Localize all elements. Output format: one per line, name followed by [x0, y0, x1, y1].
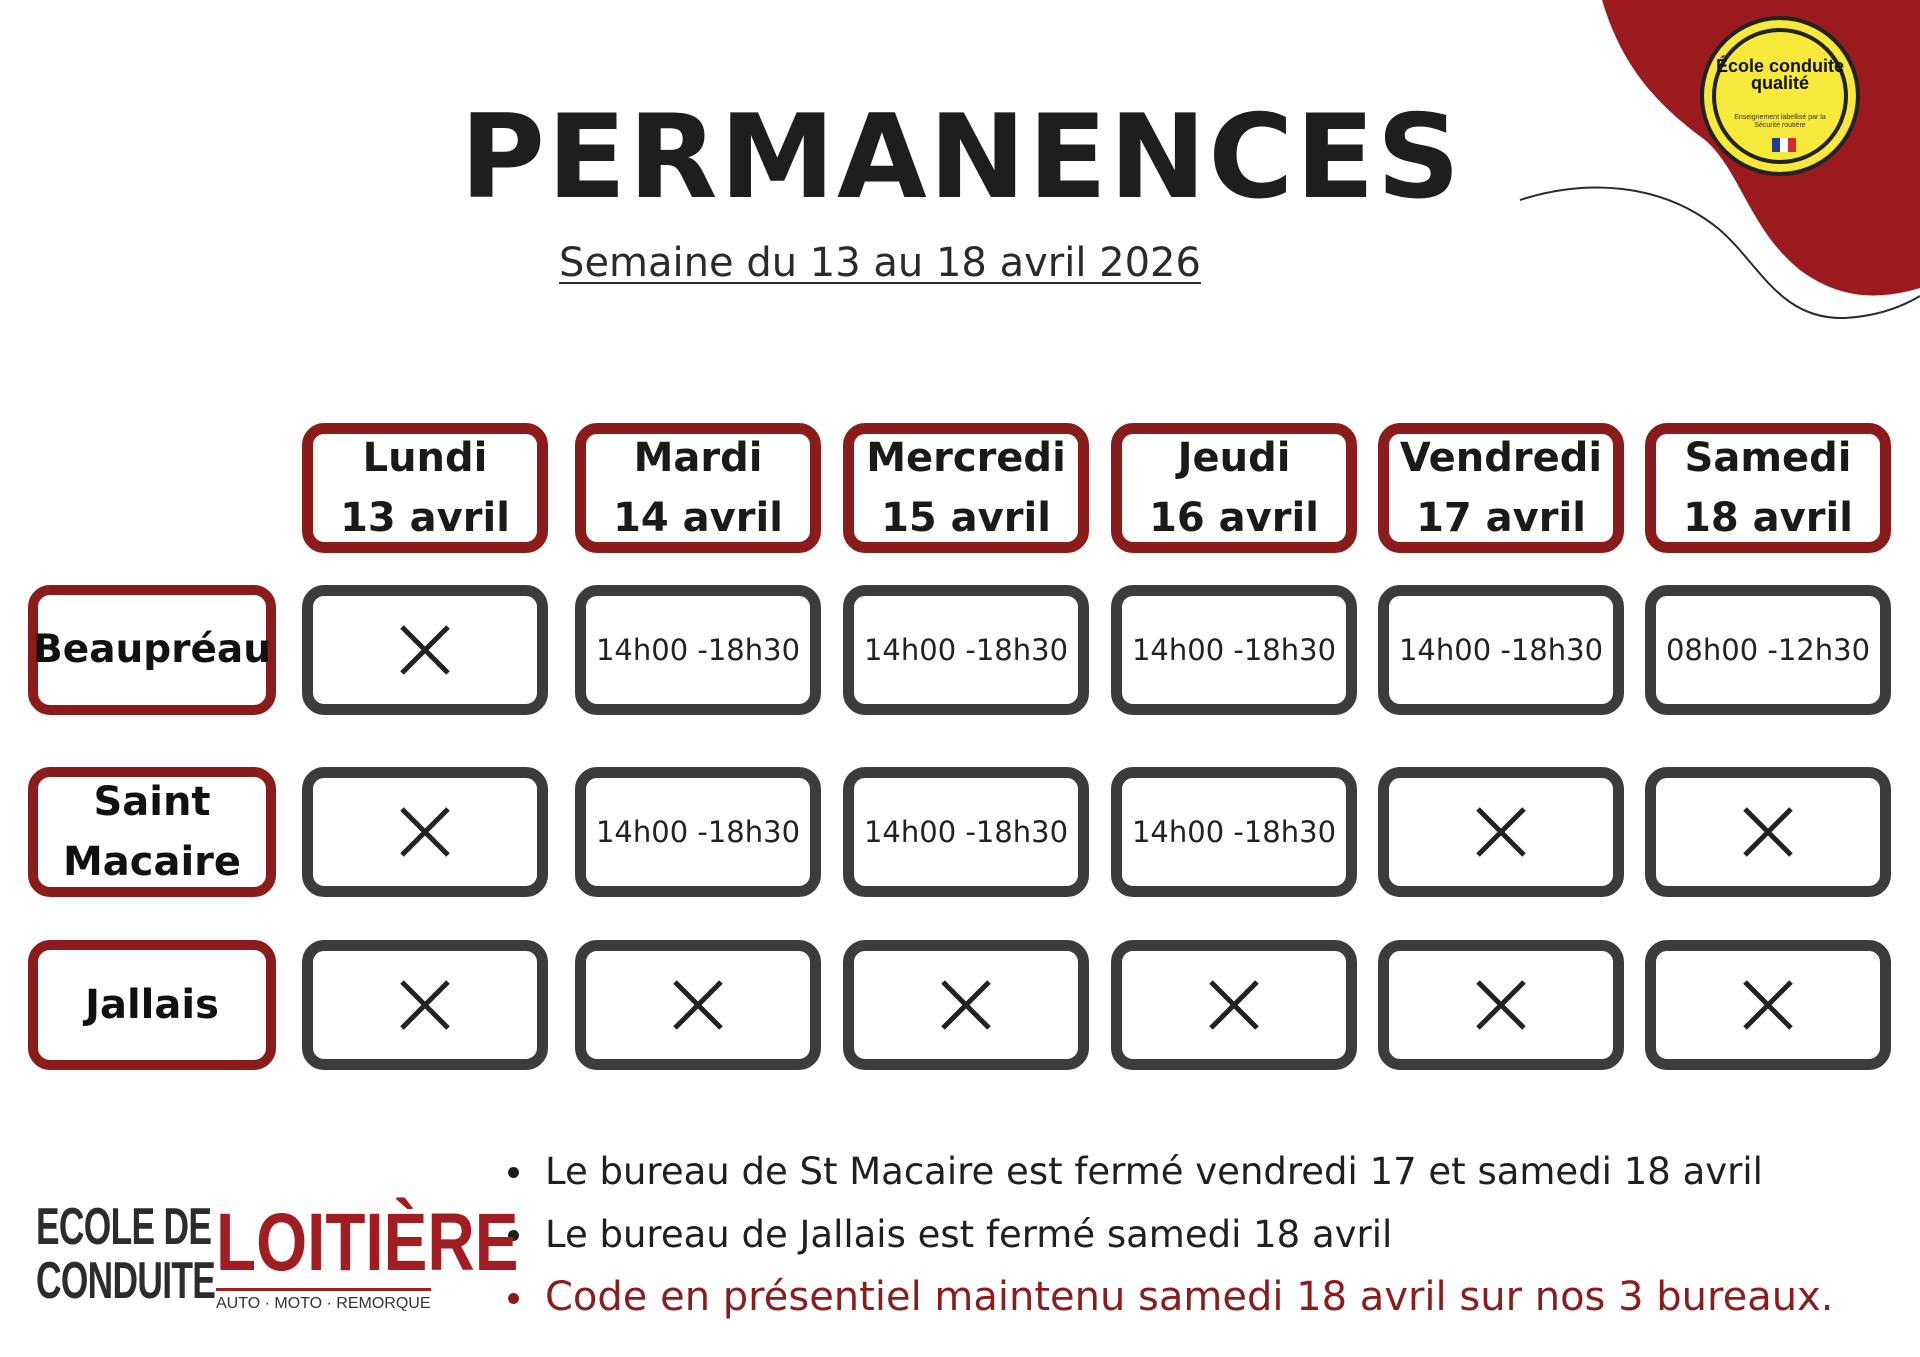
quality-label-badge — [1700, 16, 1860, 176]
notes-list — [500, 1140, 1900, 1329]
schedule-cell-closed — [1111, 940, 1357, 1070]
schedule-cell — [843, 585, 1089, 715]
day-name: Lundi — [362, 435, 488, 481]
note-item — [500, 1140, 1900, 1203]
logo-name: LOITIÈRE — [216, 1197, 519, 1288]
schedule-cell — [843, 767, 1089, 897]
badge-title: École conduite qualité — [1715, 56, 1845, 93]
opening-hours: 14h00 -18h30 — [1131, 815, 1337, 849]
cross-icon — [1207, 978, 1261, 1032]
day-name: Mercredi — [866, 435, 1066, 481]
opening-hours: 08h00 -12h30 — [1665, 633, 1871, 667]
schedule-cell-closed — [843, 940, 1089, 1070]
logo-text-left — [36, 1200, 215, 1308]
day-date: 14 avril — [613, 495, 783, 541]
opening-hours: 14h00 -18h30 — [863, 815, 1069, 849]
day-header-mardi — [575, 423, 821, 553]
schedule-cell-closed — [1378, 767, 1624, 897]
cross-icon — [398, 623, 452, 677]
cross-icon — [671, 978, 725, 1032]
opening-hours: 14h00 -18h30 — [863, 633, 1069, 667]
note-item — [500, 1203, 1900, 1266]
opening-hours: 14h00 -18h30 — [1131, 633, 1337, 667]
page-title: PERMANENCES — [460, 90, 1463, 225]
day-name: Samedi — [1684, 435, 1852, 481]
day-date: 15 avril — [881, 495, 1051, 541]
opening-hours: 14h00 -18h30 — [595, 633, 801, 667]
opening-hours: 14h00 -18h30 — [595, 815, 801, 849]
note-text: Le bureau de Jallais est fermé samedi 18 avril — [545, 1213, 1393, 1256]
cross-icon — [1741, 805, 1795, 859]
day-header-vendredi — [1378, 423, 1624, 553]
cross-icon — [1474, 978, 1528, 1032]
office-name: Beaupréau — [33, 627, 271, 672]
schedule-cell-closed — [302, 585, 548, 715]
day-header-samedi — [1645, 423, 1891, 553]
office-name: Jallais — [85, 982, 219, 1028]
cross-icon — [1474, 805, 1528, 859]
page-subtitle: Semaine du 13 au 18 avril 2026 — [559, 240, 1201, 286]
schedule-cell — [1111, 585, 1357, 715]
schedule-cell-closed — [302, 767, 548, 897]
logo-line1: ECOLE DE — [36, 1198, 212, 1256]
schedule-cell-closed — [302, 940, 548, 1070]
schedule-cell — [1111, 767, 1357, 897]
schedule-cell — [575, 767, 821, 897]
note-text: Le bureau de St Macaire est fermé vendredi 17 et samedi 18 avril — [545, 1150, 1763, 1193]
schedule-cell-closed — [1378, 940, 1624, 1070]
schedule-cell-closed — [575, 940, 821, 1070]
note-item-highlight — [500, 1266, 1900, 1329]
badge-subtitle: Enseignement labellisé par la Sécurité routière — [1734, 114, 1826, 129]
logo-line2: CONDUITE — [36, 1252, 216, 1310]
day-name: Vendredi — [1399, 435, 1603, 481]
office-label-jallais — [28, 940, 276, 1070]
school-logo — [36, 1197, 519, 1330]
french-flag-icon — [1772, 138, 1796, 152]
office-name-line2: Macaire — [62, 839, 242, 885]
schedule-cell-closed — [1645, 940, 1891, 1070]
day-header-mercredi — [843, 423, 1089, 553]
office-label-saint-macaire — [28, 767, 276, 897]
opening-hours: 14h00 -18h30 — [1398, 633, 1604, 667]
logo-tagline: AUTO · MOTO · REMORQUE — [216, 1288, 431, 1313]
office-name-line1: Saint — [93, 779, 211, 825]
bullet-icon — [508, 1167, 519, 1178]
schedule-cell — [1378, 585, 1624, 715]
bullet-icon — [508, 1293, 519, 1304]
schedule-cell-closed — [1645, 767, 1891, 897]
cross-icon — [1741, 978, 1795, 1032]
note-text: Code en présentiel maintenu samedi 18 avril sur nos 3 bureaux. — [545, 1274, 1834, 1320]
day-date: 17 avril — [1416, 495, 1586, 541]
cross-icon — [398, 978, 452, 1032]
schedule-cell — [1645, 585, 1891, 715]
day-date: 13 avril — [340, 495, 510, 541]
day-name: Jeudi — [1177, 435, 1291, 481]
office-label-beaupreau — [28, 585, 276, 715]
corner-decoration — [1500, 0, 1920, 330]
day-date: 18 avril — [1683, 495, 1853, 541]
cross-icon — [939, 978, 993, 1032]
day-name: Mardi — [633, 435, 763, 481]
day-date: 16 avril — [1149, 495, 1319, 541]
schedule-cell — [575, 585, 821, 715]
cross-icon — [398, 805, 452, 859]
day-header-lundi — [302, 423, 548, 553]
day-header-jeudi — [1111, 423, 1357, 553]
